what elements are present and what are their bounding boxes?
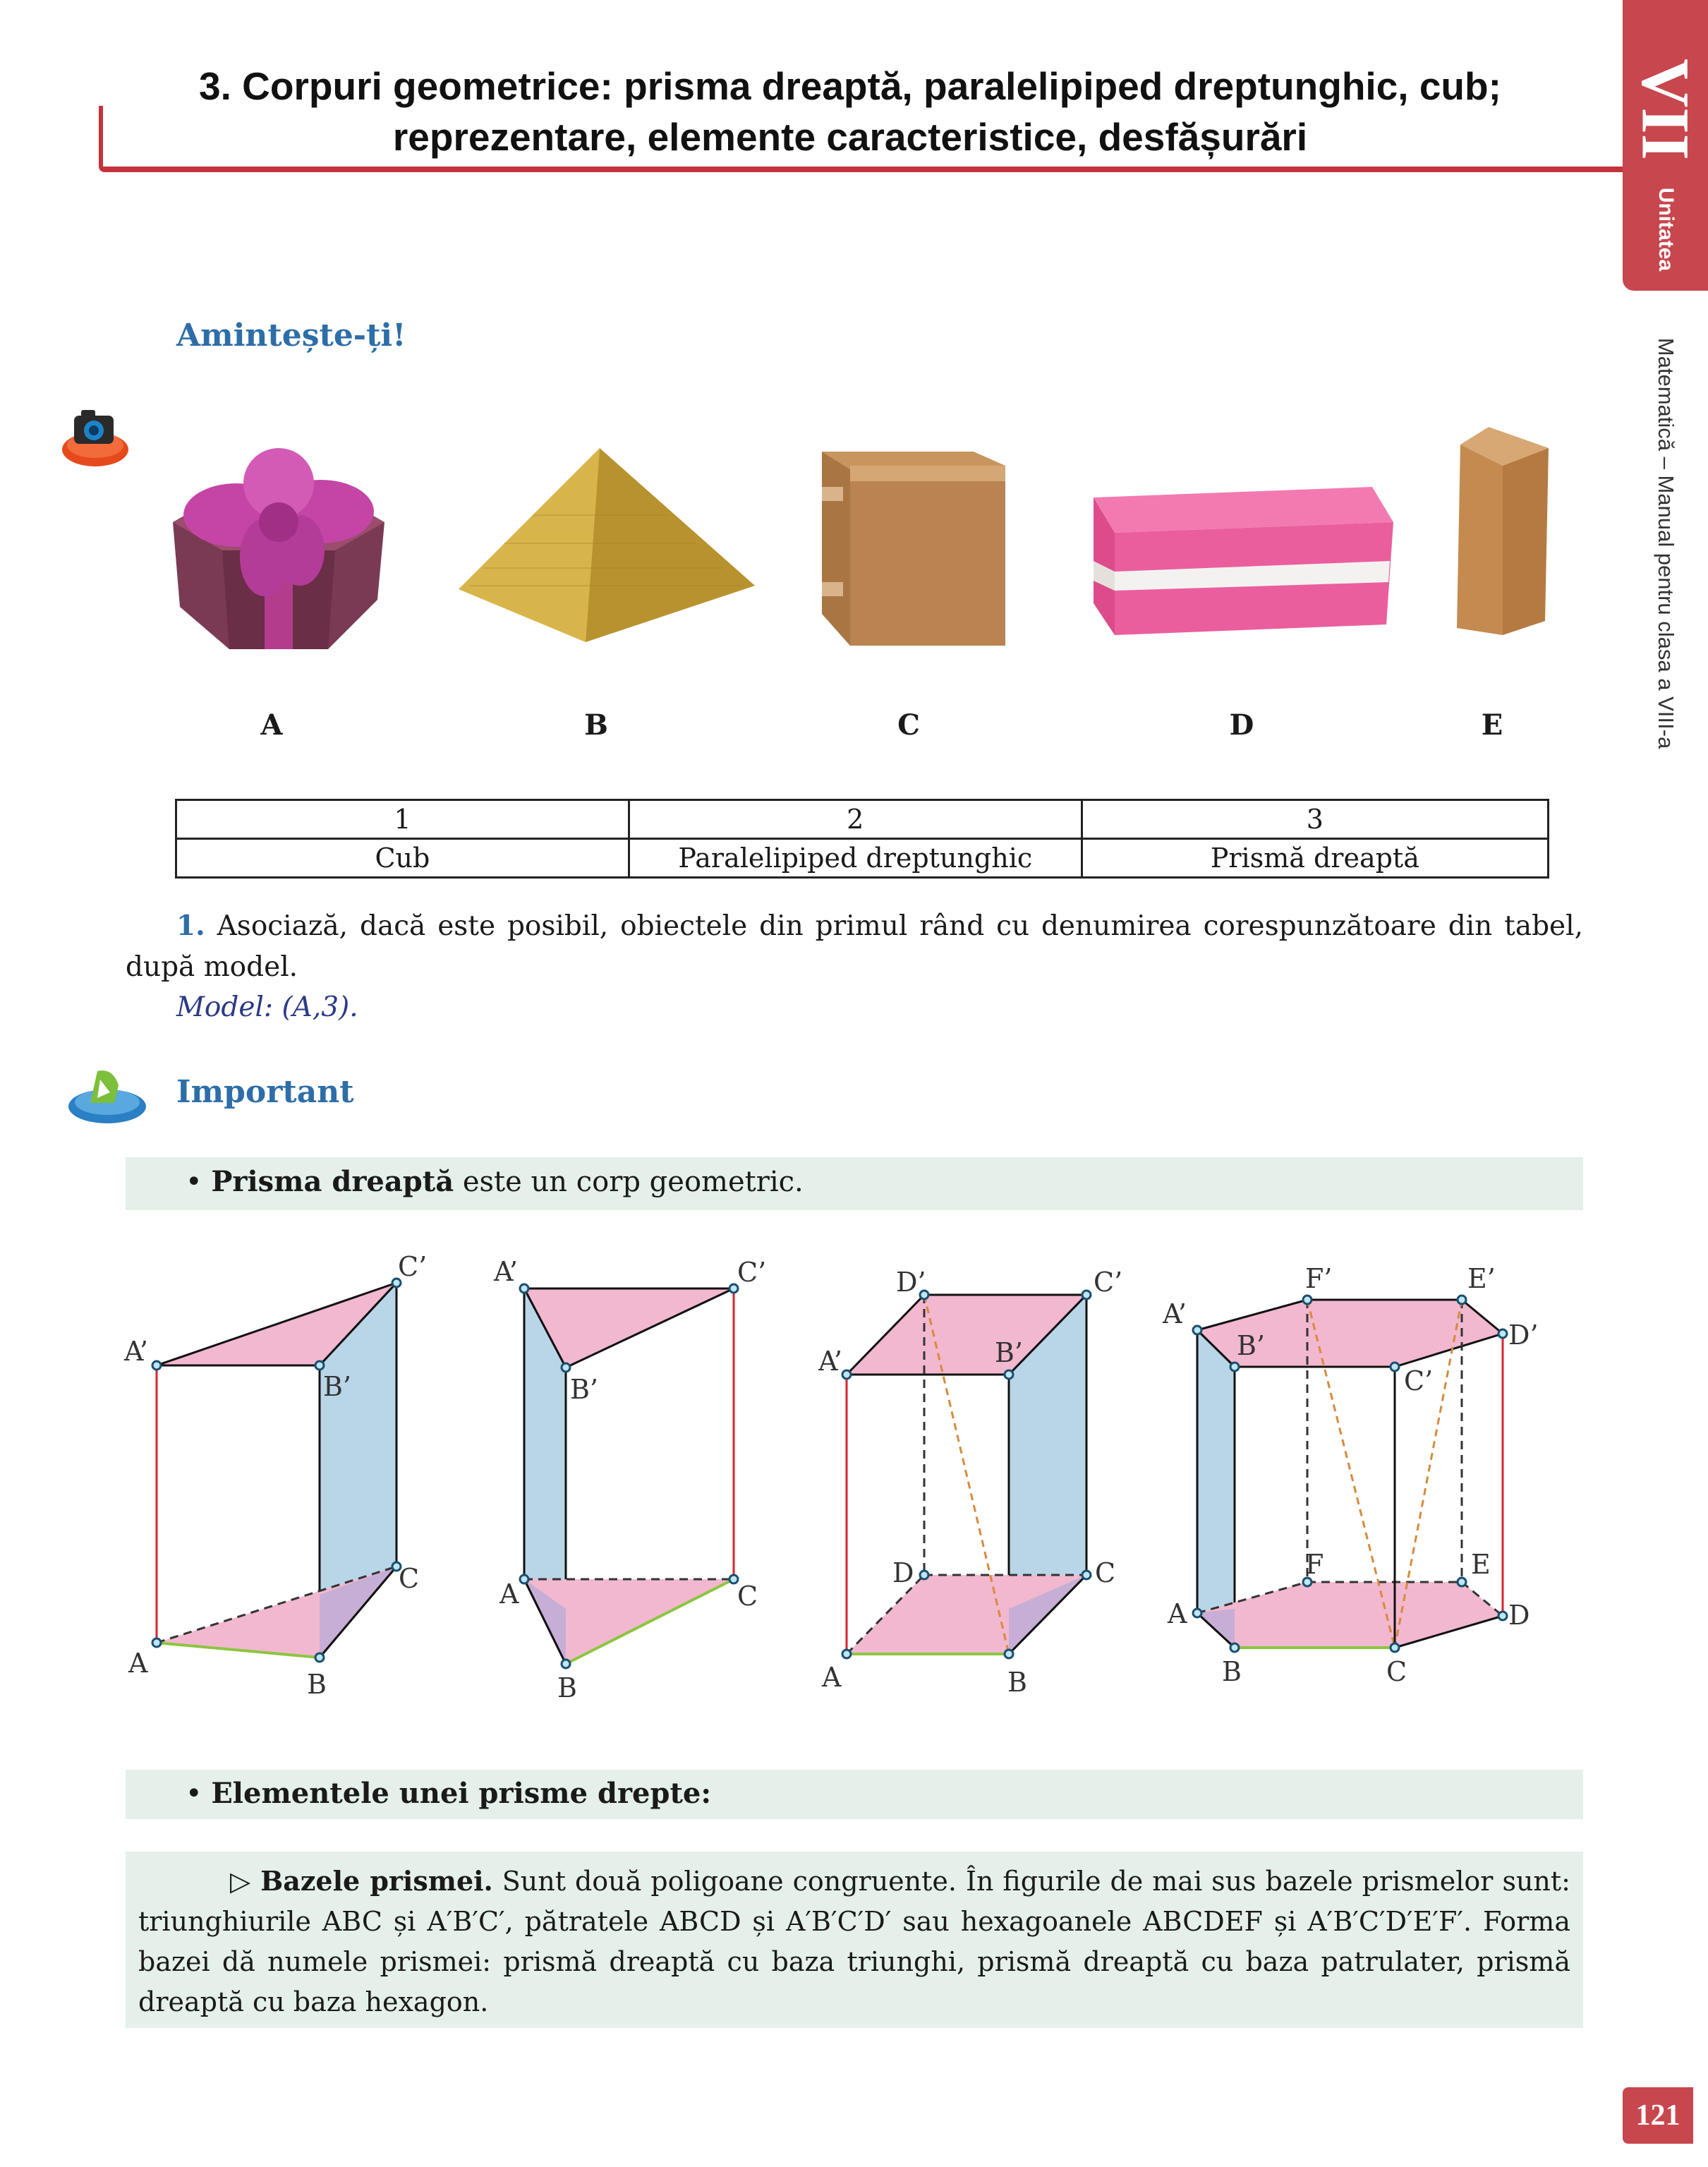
vertex-label: B [1007,1667,1027,1698]
vertex-label: C [399,1563,420,1594]
vertex-label: E’ [1467,1263,1496,1294]
table-cell: 3 [1082,800,1548,839]
important-icon [63,1064,155,1128]
figure-triangular-prism-2 [487,1242,783,1715]
vertex-label: C’ [737,1257,767,1288]
object-label-d: D [1229,708,1254,742]
vertex-label: B’ [570,1374,599,1405]
vertex-label: A’ [1163,1298,1187,1329]
table-cell: Paralelipiped dreptunghic [629,839,1082,878]
vertex-label: B [1222,1656,1242,1687]
object-label-e: E [1481,708,1503,742]
page-title [99,64,1601,176]
table-cell: 1 [176,800,629,839]
vertex-label: C’ [398,1251,428,1282]
object-label-c: C [897,708,920,742]
vertex-label: D’ [1508,1320,1539,1351]
camera-icon [60,406,131,473]
vertex-label: B’ [995,1337,1024,1368]
vertex-label: C [1095,1557,1116,1588]
unit-label: Unitatea [1654,187,1678,272]
table-cell: Prismă dreaptă [1082,839,1548,878]
vertex-label: A [822,1662,842,1693]
table-cell: 2 [629,800,1082,839]
exercise-1 [126,905,1583,988]
vertex-label: A’ [494,1256,518,1287]
object-e-wooden-prism [1446,423,1552,639]
figure-hexagonal-prism [1157,1256,1552,1708]
triangle-marker-icon: ▷ [230,1866,252,1897]
object-label-b: B [584,708,608,742]
title-bracket [99,106,103,171]
vertex-label: C’ [1094,1267,1123,1298]
figure-quadrilateral-prism [818,1256,1143,1708]
page-number: 121 [1623,2087,1693,2144]
vertex-label: A’ [124,1336,148,1367]
bases-term: Bazele prismei. [260,1865,493,1897]
object-d-pink-box [1090,483,1400,639]
bullet-dot: • [186,1777,202,1810]
shapes-table [175,799,1549,879]
vertex-label: C [737,1581,758,1612]
vertex-label: F [1305,1549,1324,1580]
bullet-dot: • [186,1166,202,1198]
bases-paragraph [138,1861,1570,2022]
reminder-heading: Amintește-ți! [176,318,406,354]
elements-heading-box [126,1770,1583,1819]
vertex-label: D’ [896,1267,926,1298]
vertex-label: A [128,1648,148,1679]
vertex-label: A’ [818,1346,842,1377]
book-title-vertical: Matematică – Manual pentru clasa a VIII-a [1653,337,1678,749]
title-line-2: reprezentare, elemente caracteristice, desfășurări [392,115,1308,159]
vertex-label: B [557,1672,577,1703]
object-label-a: A [260,708,283,742]
vertex-label: C [1386,1656,1407,1687]
table-cell: Cub [176,839,629,878]
table-row [176,839,1549,878]
definition-box [126,1157,1583,1210]
figure-triangular-prism-1 [113,1242,444,1715]
object-a-gift-box [159,445,399,663]
vertex-label: A [499,1579,519,1610]
elements-heading: Elementele unei prisme drepte: [211,1777,712,1810]
unit-roman-numeral: VII [1628,58,1703,161]
vertex-label: A [1168,1598,1187,1629]
object-b-pyramid [455,445,758,646]
title-underline [99,167,1644,172]
vertex-label: D [1508,1600,1530,1631]
vertex-label: B’ [323,1371,352,1402]
important-heading: Important [176,1074,354,1110]
exercise-model: Model: (A,3). [176,991,358,1023]
bases-text: Sunt două poligoane congruente. În figurile de mai sus bazele prismelor sunt: triunghiurile ABC și A′B′C′, pătratele ABCD și A′B′C′D′ sau hexagoanele ABCDEF și A′B′C′D′E′F′. Forma bazei dă numele prismei: prismă dreaptă cu baza triunghi, prismă dreaptă cu baza patrulater, prismă dreaptă cu baza hexagon. [138,1866,1570,2017]
vertex-label: B’ [1237,1330,1266,1361]
vertex-label: B [307,1669,327,1700]
vertex-label: E [1471,1549,1491,1580]
prism-term: Prisma dreaptă [211,1165,454,1198]
vertex-label: C’ [1404,1365,1434,1396]
bases-box [126,1852,1583,2028]
vertex-label: F’ [1305,1263,1333,1294]
exercise-number: 1. [176,910,205,942]
table-header-row [176,800,1549,839]
object-c-cardboard-box [808,437,1019,649]
exercise-text: Asociază, dacă este posibil, obiectele din primul rând cu denumirea corespunzătoare din tabel, după model. [126,910,1583,983]
vertex-label: D [892,1557,914,1588]
title-line-1: 3. Corpuri geometrice: prisma dreaptă, paralelipiped dreptunghic, cub; [199,64,1501,108]
prism-definition: este un corp geometric. [454,1166,804,1198]
